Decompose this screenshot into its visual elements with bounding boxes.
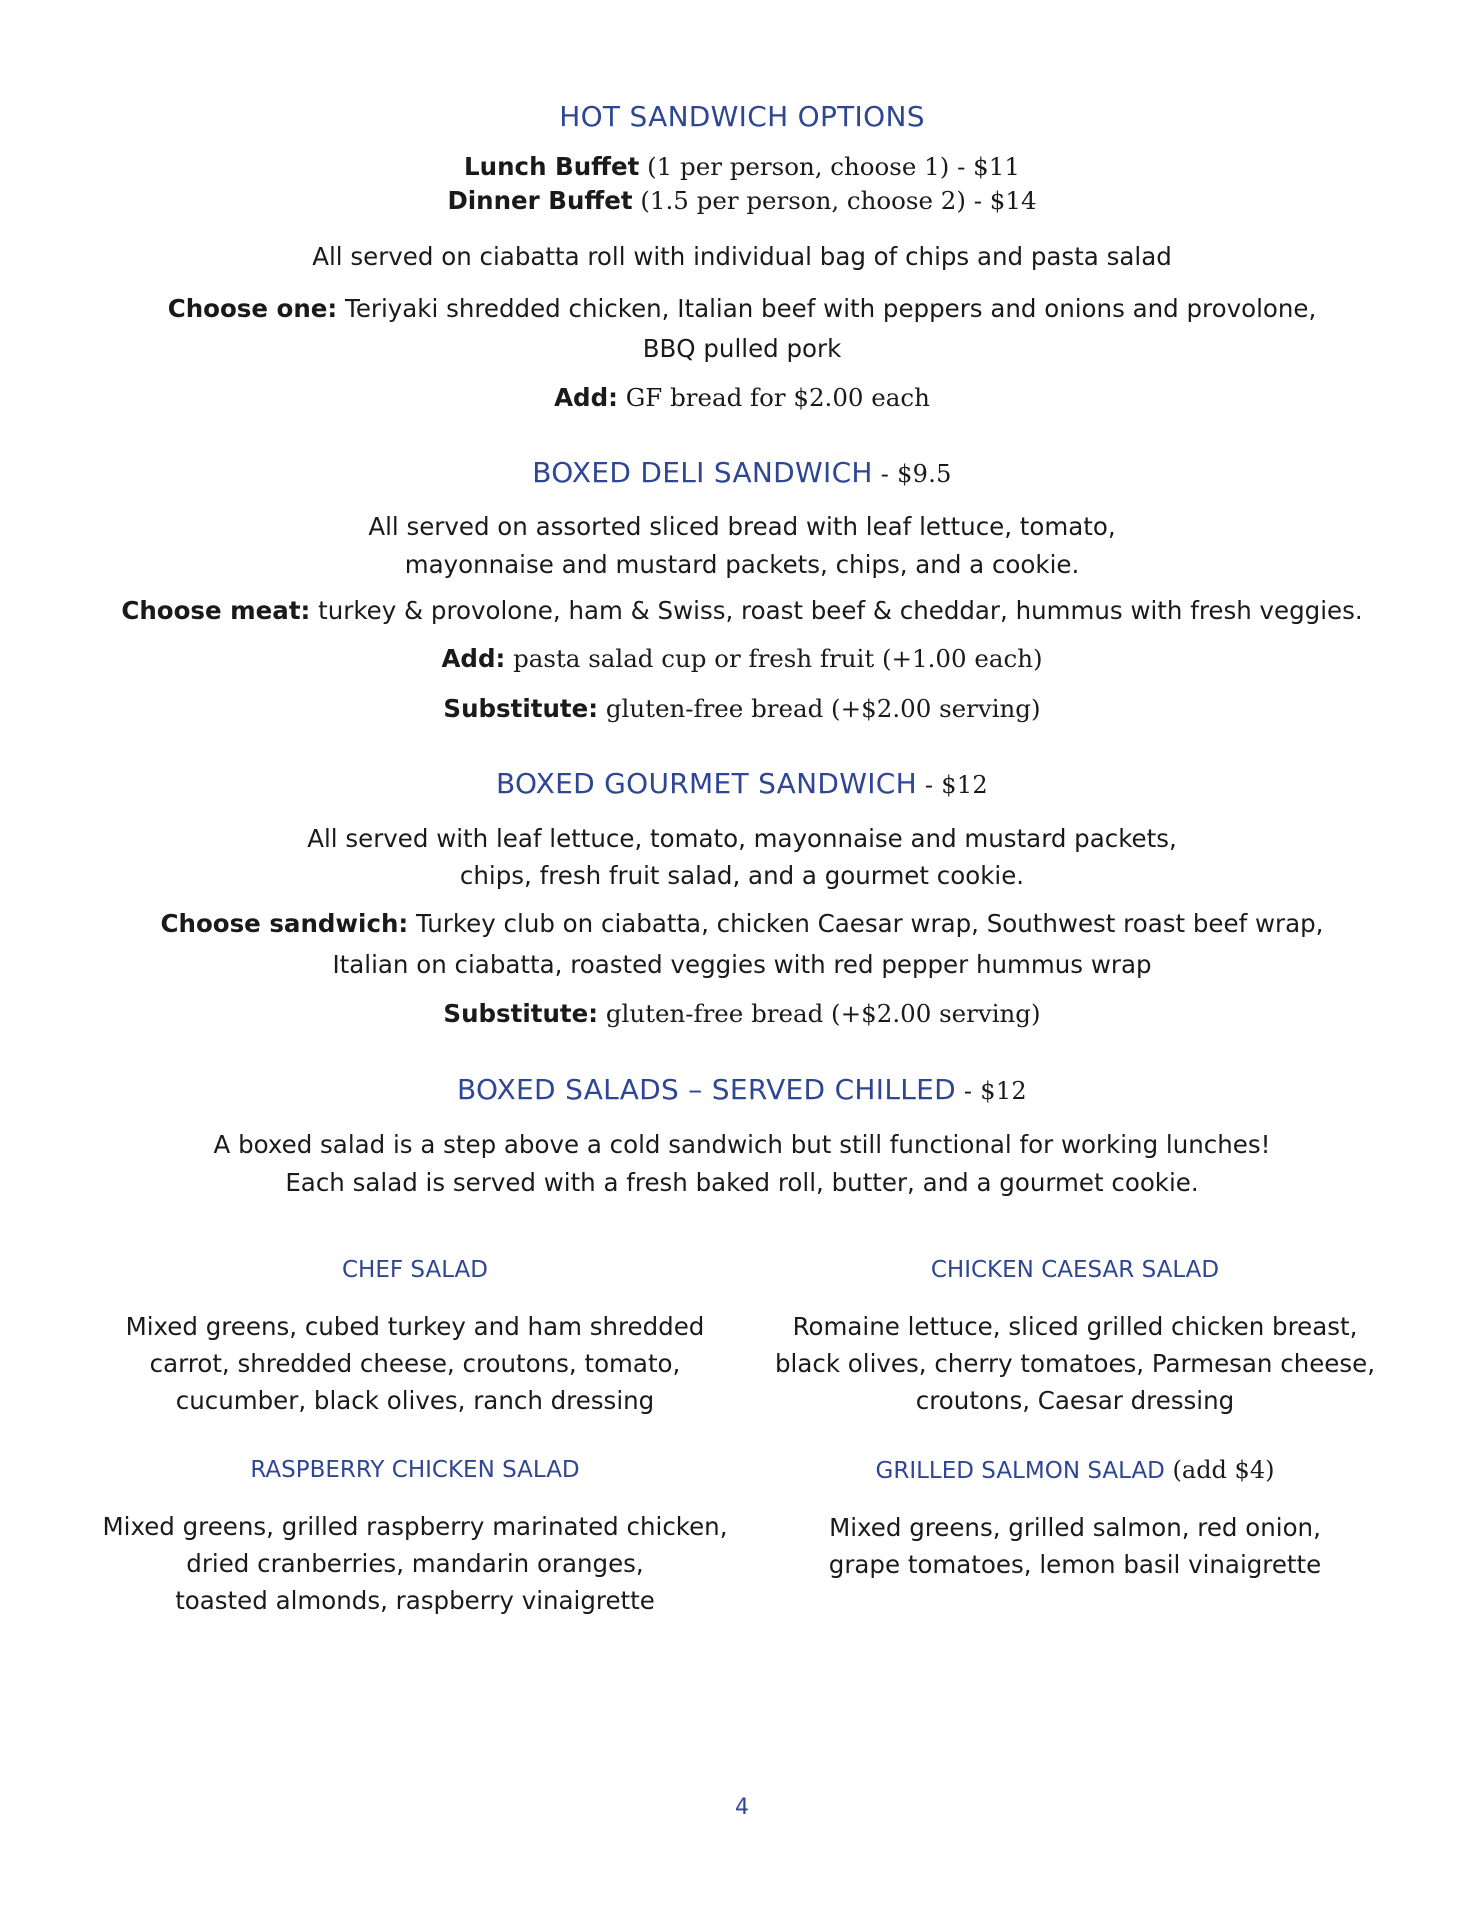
boxed-salads-intro-line2: Each salad is served with a fresh baked roll, butter, and a gourmet cookie. — [285, 1168, 1199, 1197]
salad-extra-price: (add $4) — [1164, 1456, 1275, 1484]
lunch-buffet-label: Lunch Buffet — [464, 152, 640, 181]
boxed-deli-sub-block — [0, 692, 1484, 726]
boxed-deli-add-label: Add: — [441, 644, 506, 673]
salad-desc-line: Mixed greens, grilled salmon, red onion, — [829, 1513, 1321, 1542]
hot-sandwich-pricing — [0, 150, 1484, 218]
boxed-deli-sub-line — [0, 692, 1484, 726]
hot-sandwich-add-block — [0, 381, 1484, 415]
hot-sandwich-add-label: Add: — [554, 383, 618, 412]
boxed-deli-served-line2: mayonnaise and mustard packets, chips, and a cookie. — [404, 550, 1080, 579]
dinner-buffet-line — [0, 184, 1484, 218]
hot-sandwich-choose-label: Choose one: — [167, 294, 338, 323]
boxed-gourmet-served-line2: chips, fresh fruit salad, and a gourmet cookie. — [459, 861, 1025, 890]
boxed-gourmet-served-line1: All served with leaf lettuce, tomato, mayonnaise and mustard packets, — [307, 824, 1177, 853]
salad-desc-line: grape tomatoes, lemon basil vinaigrette — [828, 1550, 1322, 1579]
boxed-deli-choose-line — [0, 594, 1484, 628]
salad-card-chicken-caesar — [760, 1255, 1390, 1419]
salad-name: GRILLED SALMON SALAD — [875, 1458, 1165, 1484]
boxed-gourmet-heading-block — [0, 767, 1484, 802]
salad-desc-line: cucumber, black olives, ranch dressing — [175, 1386, 655, 1415]
hot-sandwich-title: HOT SANDWICH OPTIONS — [559, 100, 925, 133]
boxed-gourmet-choose-label: Choose sandwich: — [160, 909, 409, 938]
boxed-salads-intro-line1: A boxed salad is a step above a cold sandwich but still functional for working lunches! — [213, 1130, 1271, 1159]
salad-desc-line: Mixed greens, cubed turkey and ham shredded — [125, 1312, 705, 1341]
dinner-buffet-label: Dinner Buffet — [447, 186, 633, 215]
boxed-gourmet-sub-label: Substitute: — [443, 999, 599, 1028]
salad-card-grilled-salmon — [760, 1455, 1390, 1583]
boxed-gourmet-choose-line1 — [0, 903, 1484, 944]
boxed-gourmet-title: BOXED GOURMET SANDWICH — [496, 767, 917, 800]
hot-sandwich-choose-text: Teriyaki shredded chicken, Italian beef with peppers and onions and provolone, — [337, 294, 1317, 323]
boxed-salads-price: - $12 — [956, 1077, 1027, 1105]
salad-name: RASPBERRY CHICKEN SALAD — [250, 1457, 580, 1483]
boxed-gourmet-choose-line2: Italian on ciabatta, roasted veggies with red pepper hummus wrap — [332, 950, 1152, 979]
boxed-deli-sub-text: gluten-free bread (+$2.00 serving) — [598, 694, 1041, 723]
salad-desc-line: croutons, Caesar dressing — [915, 1386, 1235, 1415]
hot-sandwich-choose-block — [0, 289, 1484, 369]
boxed-deli-served-line1: All served on assorted sliced bread with leaf lettuce, tomato, — [368, 512, 1116, 541]
boxed-deli-choose-block — [0, 594, 1484, 628]
boxed-gourmet-sub-block — [0, 997, 1484, 1031]
salad-name-line — [760, 1455, 1390, 1486]
boxed-deli-add-block — [0, 642, 1484, 676]
salad-desc-line: carrot, shredded cheese, croutons, tomato, — [149, 1349, 681, 1378]
lunch-buffet-line — [0, 150, 1484, 184]
salad-desc-line: Romaine lettuce, sliced grilled chicken breast, — [792, 1312, 1358, 1341]
boxed-gourmet-sub-line — [0, 997, 1484, 1031]
boxed-gourmet-choose-block — [0, 903, 1484, 985]
boxed-deli-add-text: pasta salad cup or fresh fruit (+1.00 each) — [505, 644, 1043, 673]
boxed-gourmet-choose-text: Turkey club on ciabatta, chicken Caesar wrap, Southwest roast beef wrap, — [408, 909, 1324, 938]
boxed-deli-price: - $9.5 — [872, 460, 952, 488]
salad-name: CHEF SALAD — [342, 1257, 488, 1283]
lunch-buffet-text: (1 per person, choose 1) - $11 — [639, 152, 1020, 181]
boxed-deli-served-block — [0, 508, 1484, 584]
salad-name: CHICKEN CAESAR SALAD — [930, 1257, 1220, 1283]
boxed-salads-intro-block — [0, 1126, 1484, 1202]
boxed-gourmet-served-block — [0, 820, 1484, 894]
salad-card-chef — [100, 1255, 730, 1419]
salad-desc-line: black olives, cherry tomatoes, Parmesan cheese, — [774, 1349, 1376, 1378]
salad-desc-line: dried cranberries, mandarin oranges, — [186, 1549, 644, 1578]
boxed-deli-title: BOXED DELI SANDWICH — [532, 456, 873, 489]
hot-sandwich-add-text: GF bread for $2.00 each — [617, 383, 930, 412]
boxed-gourmet-heading — [0, 767, 1484, 802]
boxed-deli-add-line — [0, 642, 1484, 676]
hot-sandwich-choose-line1 — [0, 289, 1484, 329]
boxed-salads-heading-block — [0, 1073, 1484, 1108]
hot-sandwich-add-line — [0, 381, 1484, 415]
salad-desc-line: Mixed greens, grilled raspberry marinated chicken, — [102, 1512, 728, 1541]
boxed-salads-heading — [0, 1073, 1484, 1108]
hot-sandwich-served-block — [0, 240, 1484, 274]
boxed-salads-title: BOXED SALADS – SERVED CHILLED — [457, 1073, 956, 1106]
hot-sandwich-choose-line2: BBQ pulled pork — [642, 334, 842, 363]
salad-desc-line: toasted almonds, raspberry vinaigrette — [175, 1586, 655, 1615]
boxed-deli-choose-text: turkey & provolone, ham & Swiss, roast beef & cheddar, hummus with fresh veggies. — [310, 596, 1363, 625]
boxed-deli-choose-label: Choose meat: — [121, 596, 311, 625]
boxed-gourmet-sub-text: gluten-free bread (+$2.00 serving) — [598, 999, 1041, 1028]
boxed-deli-heading-block — [0, 456, 1484, 491]
boxed-gourmet-price: - $12 — [916, 771, 988, 799]
dinner-buffet-text: (1.5 per person, choose 2) - $14 — [632, 186, 1037, 215]
hot-sandwich-section — [0, 100, 1484, 134]
boxed-deli-heading — [0, 456, 1484, 491]
salad-card-raspberry-chicken — [100, 1455, 730, 1619]
page-number: 4 — [735, 1795, 749, 1820]
hot-sandwich-served: All served on ciabatta roll with individual bag of chips and pasta salad — [312, 242, 1172, 271]
boxed-deli-sub-label: Substitute: — [443, 694, 599, 723]
